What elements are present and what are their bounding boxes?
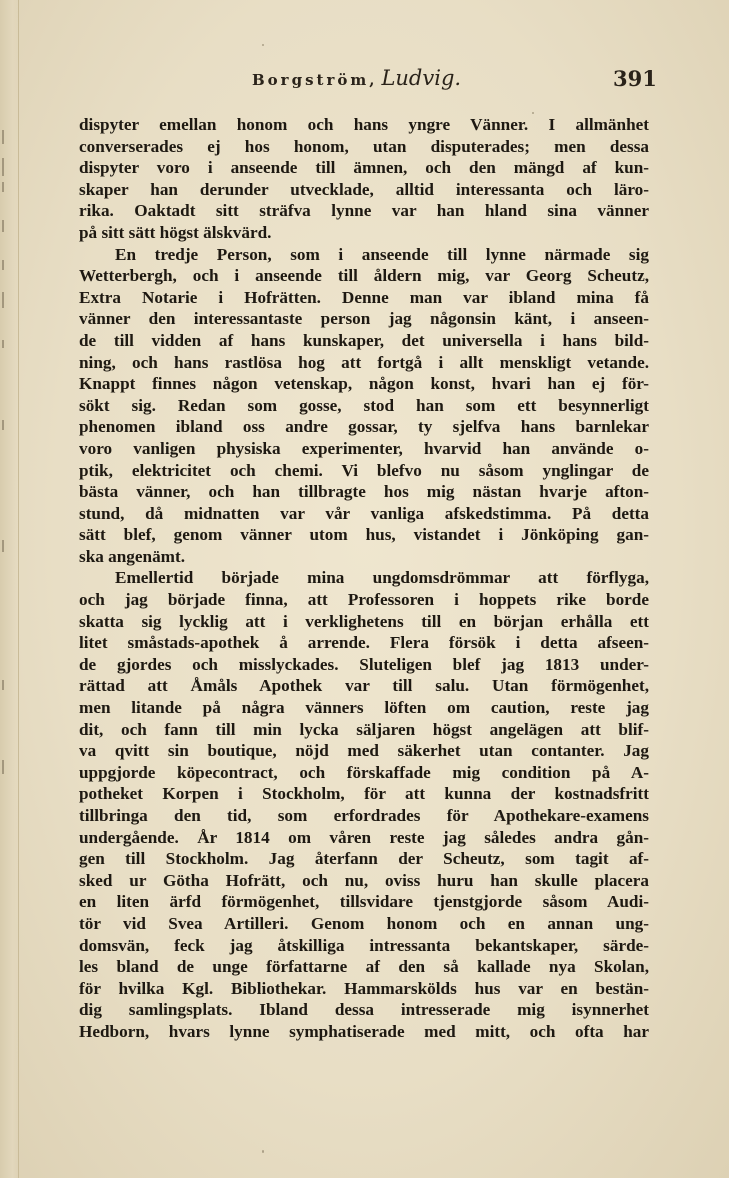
text-line: tillbringa den tid, som erfordrades för Apothekare-examens bbox=[79, 806, 649, 825]
text-line: voro vanligen physiska experimenter, hvarvid han använde o- bbox=[79, 438, 649, 458]
text-line: de gjordes och misslyckades. Sluteligen blef jag 1813 under- bbox=[79, 654, 649, 674]
text-line: dispyter voro i anseende till ämnen, och den mängd af kun- bbox=[79, 158, 649, 178]
text-line: sökt sig. Redan som gosse, stod han som ett besynnerligt bbox=[79, 395, 649, 415]
text-line: dispyter emellan honom och hans yngre Vänner. I allmänhet bbox=[79, 115, 649, 134]
paper-speck bbox=[262, 1150, 264, 1153]
text-line: vänner den interessantaste person jag någonsin känt, i anseen- bbox=[79, 309, 649, 329]
text-line: Knappt finnes någon vetenskap, någon konst, hvari han ej för- bbox=[79, 374, 649, 394]
text-line: va qvitt sin boutique, nöjd med säkerhet utan contanter. Jag bbox=[79, 741, 649, 761]
running-head-title bbox=[252, 66, 461, 90]
text-line: undergående. År 1814 om våren reste jag således andra gån- bbox=[79, 827, 649, 847]
page-gutter bbox=[0, 0, 19, 1178]
text-line: sked ur Götha Hofrätt, och nu, oviss huru han skulle placera bbox=[79, 870, 649, 890]
text-line: ning, och hans rastlösa hog att fortgå i allt menskligt vetande. bbox=[79, 352, 649, 372]
text-line: domsvän, feck jag åtskilliga intressanta bekantskaper, särde- bbox=[79, 935, 649, 955]
text-line: sätt blef, genom vänner utom hus, vistandet i Jönköping gan- bbox=[79, 525, 649, 545]
paper-speck bbox=[262, 44, 264, 46]
text-line: på sitt sätt högst älskvärd. bbox=[79, 222, 272, 242]
text-line: och jag började finna, att Professoren i hoppets rike borde bbox=[79, 590, 649, 610]
text-line: de till vidden af hans kunskaper, det universella i hans bild- bbox=[79, 330, 649, 350]
header-given-name: Ludvig. bbox=[381, 66, 462, 90]
text-line: litet småstads-apothek å arrende. Flera försök i detta afseen- bbox=[79, 633, 649, 653]
text-line: tör vid Svea Artilleri. Genom honom och en annan ung- bbox=[79, 913, 649, 933]
text-line: Hedborn, hvars lynne symphatiserade med mitt, och ofta har bbox=[79, 1021, 649, 1041]
text-line: ptik, elektricitet och chemi. Vi blefvo nu såsom ynglingar de bbox=[79, 460, 649, 480]
running-header bbox=[0, 66, 729, 96]
text-line: rika. Oaktadt sitt sträfva lynne var han hland sina vänner bbox=[79, 201, 649, 221]
text-line: potheket Korpen i Stockholm, för att kunna der kostnadsfritt bbox=[79, 784, 649, 804]
gutter-marks bbox=[2, 120, 12, 820]
text-line: stund, då midnatten var vår vanliga afskedstimma. På detta bbox=[79, 503, 649, 523]
text-line: Emellertid började mina ungdomsdrömmar att förflyga, bbox=[115, 568, 649, 588]
text-line: gen till Stockholm. Jag återfann der Scheutz, som tagit af- bbox=[79, 849, 649, 869]
text-line: les bland de unge författarne af den så kallade nya Skolan, bbox=[79, 957, 649, 977]
text-line: skaper han derunder utvecklade, alltid interessanta och läro- bbox=[79, 179, 649, 199]
text-line: skatta sig lycklig att i verklighetens till en början erhålla ett bbox=[79, 611, 649, 631]
text-line: för hvilka Kgl. Bibliothekar. Hammarskölds hus var en bestän- bbox=[79, 978, 649, 998]
text-line: En tredje Person, som i anseende till lynne närmade sig bbox=[115, 244, 649, 264]
text-line: Extra Notarie i Hofrätten. Denne man var ibland mina få bbox=[79, 287, 649, 307]
page-number: 391 bbox=[613, 66, 657, 91]
text-line: bästa vänner, och han tillbragte hos mig nästan hvarje afton- bbox=[79, 482, 649, 502]
text-line: ska angenämt. bbox=[79, 546, 186, 566]
text-line: rättad att Åmåls Apothek var till salu. Utan förmögenhet, bbox=[79, 676, 649, 696]
text-line: converserades ej hos honom, utan disputerades; men dessa bbox=[79, 136, 649, 156]
header-surname: Borgström, bbox=[252, 71, 378, 89]
text-line: Wetterbergh, och i anseende till åldern mig, var Georg Scheutz, bbox=[79, 266, 649, 286]
text-line: en liten ärfd förmögenhet, tillsvidare tjenstgjorde såsom Audi- bbox=[79, 892, 649, 912]
text-line: phenomen ibland oss andre gossar, ty sjelfva hans barnlekar bbox=[79, 417, 649, 437]
text-line: men litande på några vänners löften om caution, reste jag bbox=[79, 698, 649, 718]
text-line: dig samlingsplats. Ibland dessa intresserade mig isynnerhet bbox=[79, 1000, 649, 1020]
text-line: uppgjorde köpecontract, och förskaffade mig condition på A- bbox=[79, 762, 649, 782]
paper-speck bbox=[532, 112, 534, 114]
body-text-block bbox=[79, 114, 649, 1043]
text-line: dit, och fann till min lycka säljaren högst angelägen att blif- bbox=[79, 719, 649, 739]
